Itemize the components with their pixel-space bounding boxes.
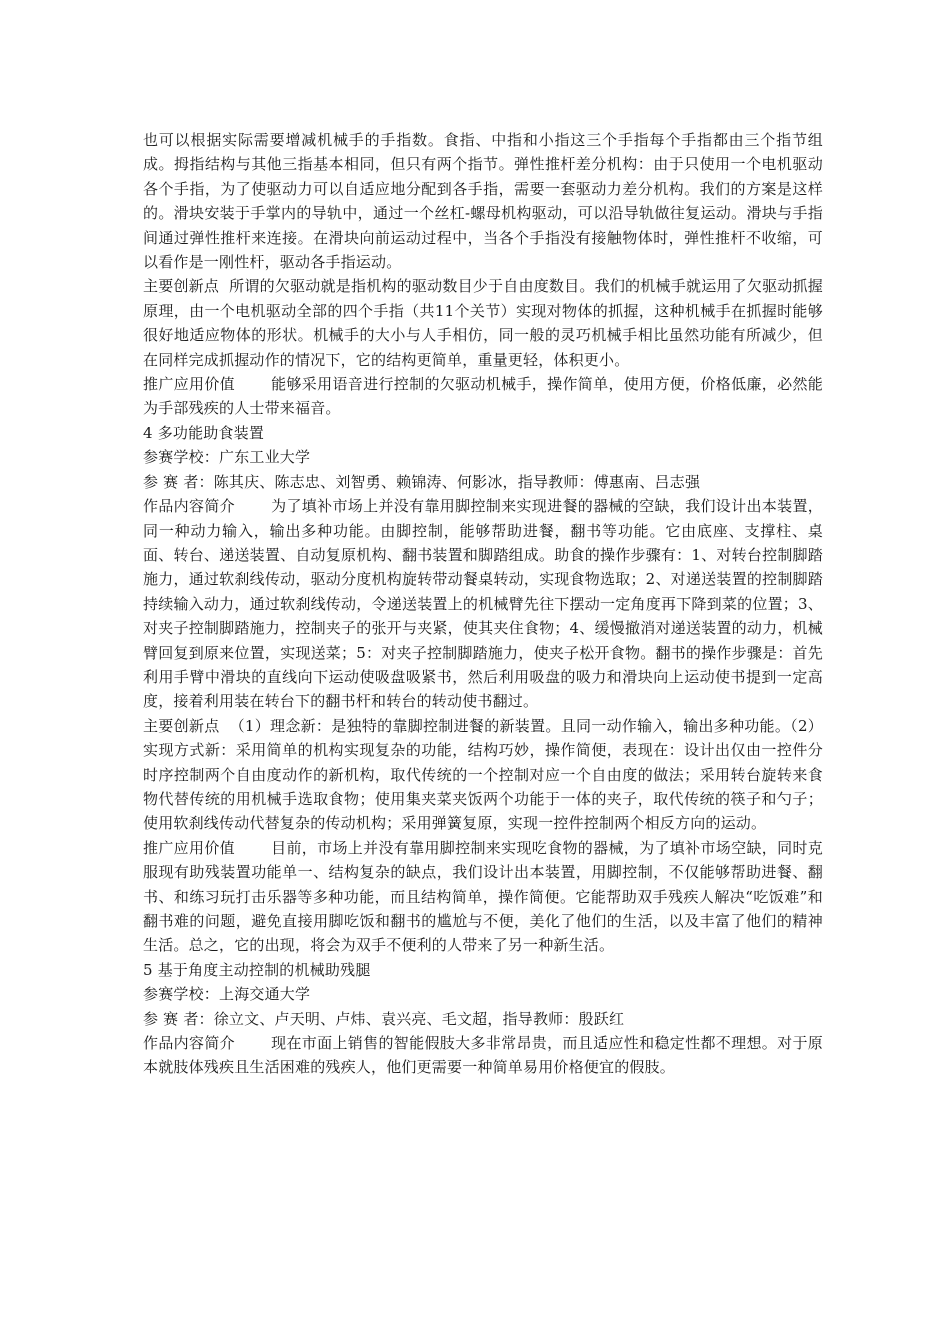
paragraph-label: 主要创新点	[143, 716, 220, 735]
line-text: 参 赛 者：陈其庆、陈志忠、刘智勇、赖锦涛、何影冰，指导教师：傅惠南、吕志强	[143, 472, 701, 491]
participants-line-5	[143, 1007, 823, 1031]
paragraph-label: 作品内容简介	[143, 497, 235, 516]
paragraph-label: 主要创新点	[143, 277, 220, 296]
paragraph-label: 作品内容简介	[143, 1034, 235, 1053]
heading-text: 4 多功能助食装置	[143, 423, 265, 442]
school-line-4	[143, 445, 823, 469]
participants-line-4	[143, 470, 823, 494]
paragraph-hand-value	[143, 372, 823, 421]
paragraph-text: 现在市面上销售的智能假肢大多非常昂贵，而且适应性和稳定性都不理想。对于原本就肢体残疾且生活困难的残疾人，他们更需要一种简单易用价格便宜的假肢。	[143, 1034, 823, 1077]
paragraph-text: 也可以根据实际需要增减机械手的手指数。食指、中指和小指这三个手指每个手指都由三个指节组成。拇指结构与其他三指基本相同，但只有两个指节。弹性推杆差分机构：由于只使用一个电机驱动各个手指，为了使驱动力可以自适应地分配到各手指，需要一套驱动力差分机构。我们的方案是这样的。滑块安装于手掌内的导轨中，通过一个丝杠-螺母机构驱动，可以沿导轨做往复运动。滑块与手指间通过弹性推杆来连接。在滑块向前运动过程中，当各个手指没有接触物体时，弹性推杆不收缩，可以看作是一刚性杆，驱动各手指运动。	[143, 131, 823, 272]
paragraph-feeder-intro	[143, 494, 823, 714]
section-heading-4	[143, 421, 823, 445]
paragraph-feeder-value	[143, 836, 823, 958]
paragraph-feeder-innovation	[143, 714, 823, 836]
line-text: 参 赛 者：徐立文、卢天明、卢炜、袁兴亮、毛文超，指导教师：殷跃红	[143, 1009, 625, 1028]
section-heading-5	[143, 958, 823, 982]
line-text: 参赛学校：广东工业大学	[143, 448, 311, 467]
paragraph-label: 推广应用价值	[143, 838, 235, 857]
paragraph-leg-intro	[143, 1031, 823, 1080]
paragraph-hand-fingers	[143, 128, 823, 274]
document-body	[143, 128, 823, 1080]
heading-text: 5 基于角度主动控制的机械助残腿	[143, 960, 371, 979]
line-text: 参赛学校：上海交通大学	[143, 985, 311, 1004]
paragraph-hand-innovation	[143, 274, 823, 372]
paragraph-text: 目前，市场上并没有靠用脚控制来实现吃食物的器械，为了填补市场空缺，同时克服现有助残装置功能单一、结构复杂的缺点，我们设计出本装置，用脚控制，不仅能够帮助进餐、翻书、和练习玩打击乐器等多种功能，而且结构简单，操作简便。它能帮助双手残疾人解决“吃饭难”和翻书难的问题，避免直接用脚吃饭和翻书的尴尬与不便，美化了他们的生活，以及丰富了他们的精神生活。总之，它的出现，将会为双手不便利的人带来了另一种新生活。	[143, 838, 823, 955]
paragraph-label: 推广应用价值	[143, 375, 235, 394]
paragraph-text: 为了填补市场上并没有靠用脚控制来实现进餐的器械的空缺，我们设计出本装置，同一种动力输入，输出多种功能。由脚控制，能够帮助进餐，翻书等功能。它由底座、支撑柱、桌面、转台、递送装置、自动复原机构、翻书装置和脚踏组成。助食的操作步骤有：1、对转台控制脚踏施力，通过软刹线传动，驱动分度机构旋转带动餐桌转动，实现食物选取；2、对递送装置的控制脚踏持续输入动力，通过软刹线传动，令递送装置上的机械臂先往下摆动一定角度再下降到菜的位置；3、对夹子控制脚踏施力，控制夹子的张开与夹紧，使其夹住食物；4、缓慢撤消对递送装置的动力，机械臂回复到原来位置，实现送菜；5：对夹子控制脚踏施力，使夹子松开食物。翻书的操作步骤是：首先利用手臂中滑块的直线向下运动使吸盘吸紧书，然后利用吸盘的吸力和滑块向上运动使书提到一定高度，接着利用装在转台下的翻书杆和转台的转动使书翻过。	[143, 497, 823, 711]
paragraph-text: 能够采用语音进行控制的欠驱动机械手，操作简单，使用方便，价格低廉，必然能为手部残疾的人士带来福音。	[143, 375, 823, 418]
school-line-5	[143, 982, 823, 1006]
paragraph-text: 所谓的欠驱动就是指机构的驱动数目少于自由度数目。我们的机械手就运用了欠驱动抓握原理，由一个电机驱动全部的四个手指（共11个关节）实现对物体的抓握，这种机械手在抓握时能够很好地适应物体的形状。机械手的大小与人手相仿，同一般的灵巧机械手相比虽然功能有所减少，但在同样完成抓握动作的情况下，它的结构更简单，重量更轻，体积更小。	[143, 277, 823, 369]
paragraph-text: （1）理念新：是独特的靠脚控制进餐的新装置。且同一动作输入，输出多种功能。（2）实现方式新：采用简单的机构实现复杂的功能，结构巧妙，操作简便，表现在：设计出仅由一控件分时序控制两个自由度动作的新机构，取代传统的一个控制对应一个自由度的做法；采用转台旋转来食物代替传统的用机械手选取食物；使用集夹菜夹饭两个功能于一体的夹子，取代传统的筷子和勺子；使用软刹线传动代替复杂的传动机构；采用弹簧复原，实现一控件控制两个相反方向的运动。	[143, 716, 823, 833]
